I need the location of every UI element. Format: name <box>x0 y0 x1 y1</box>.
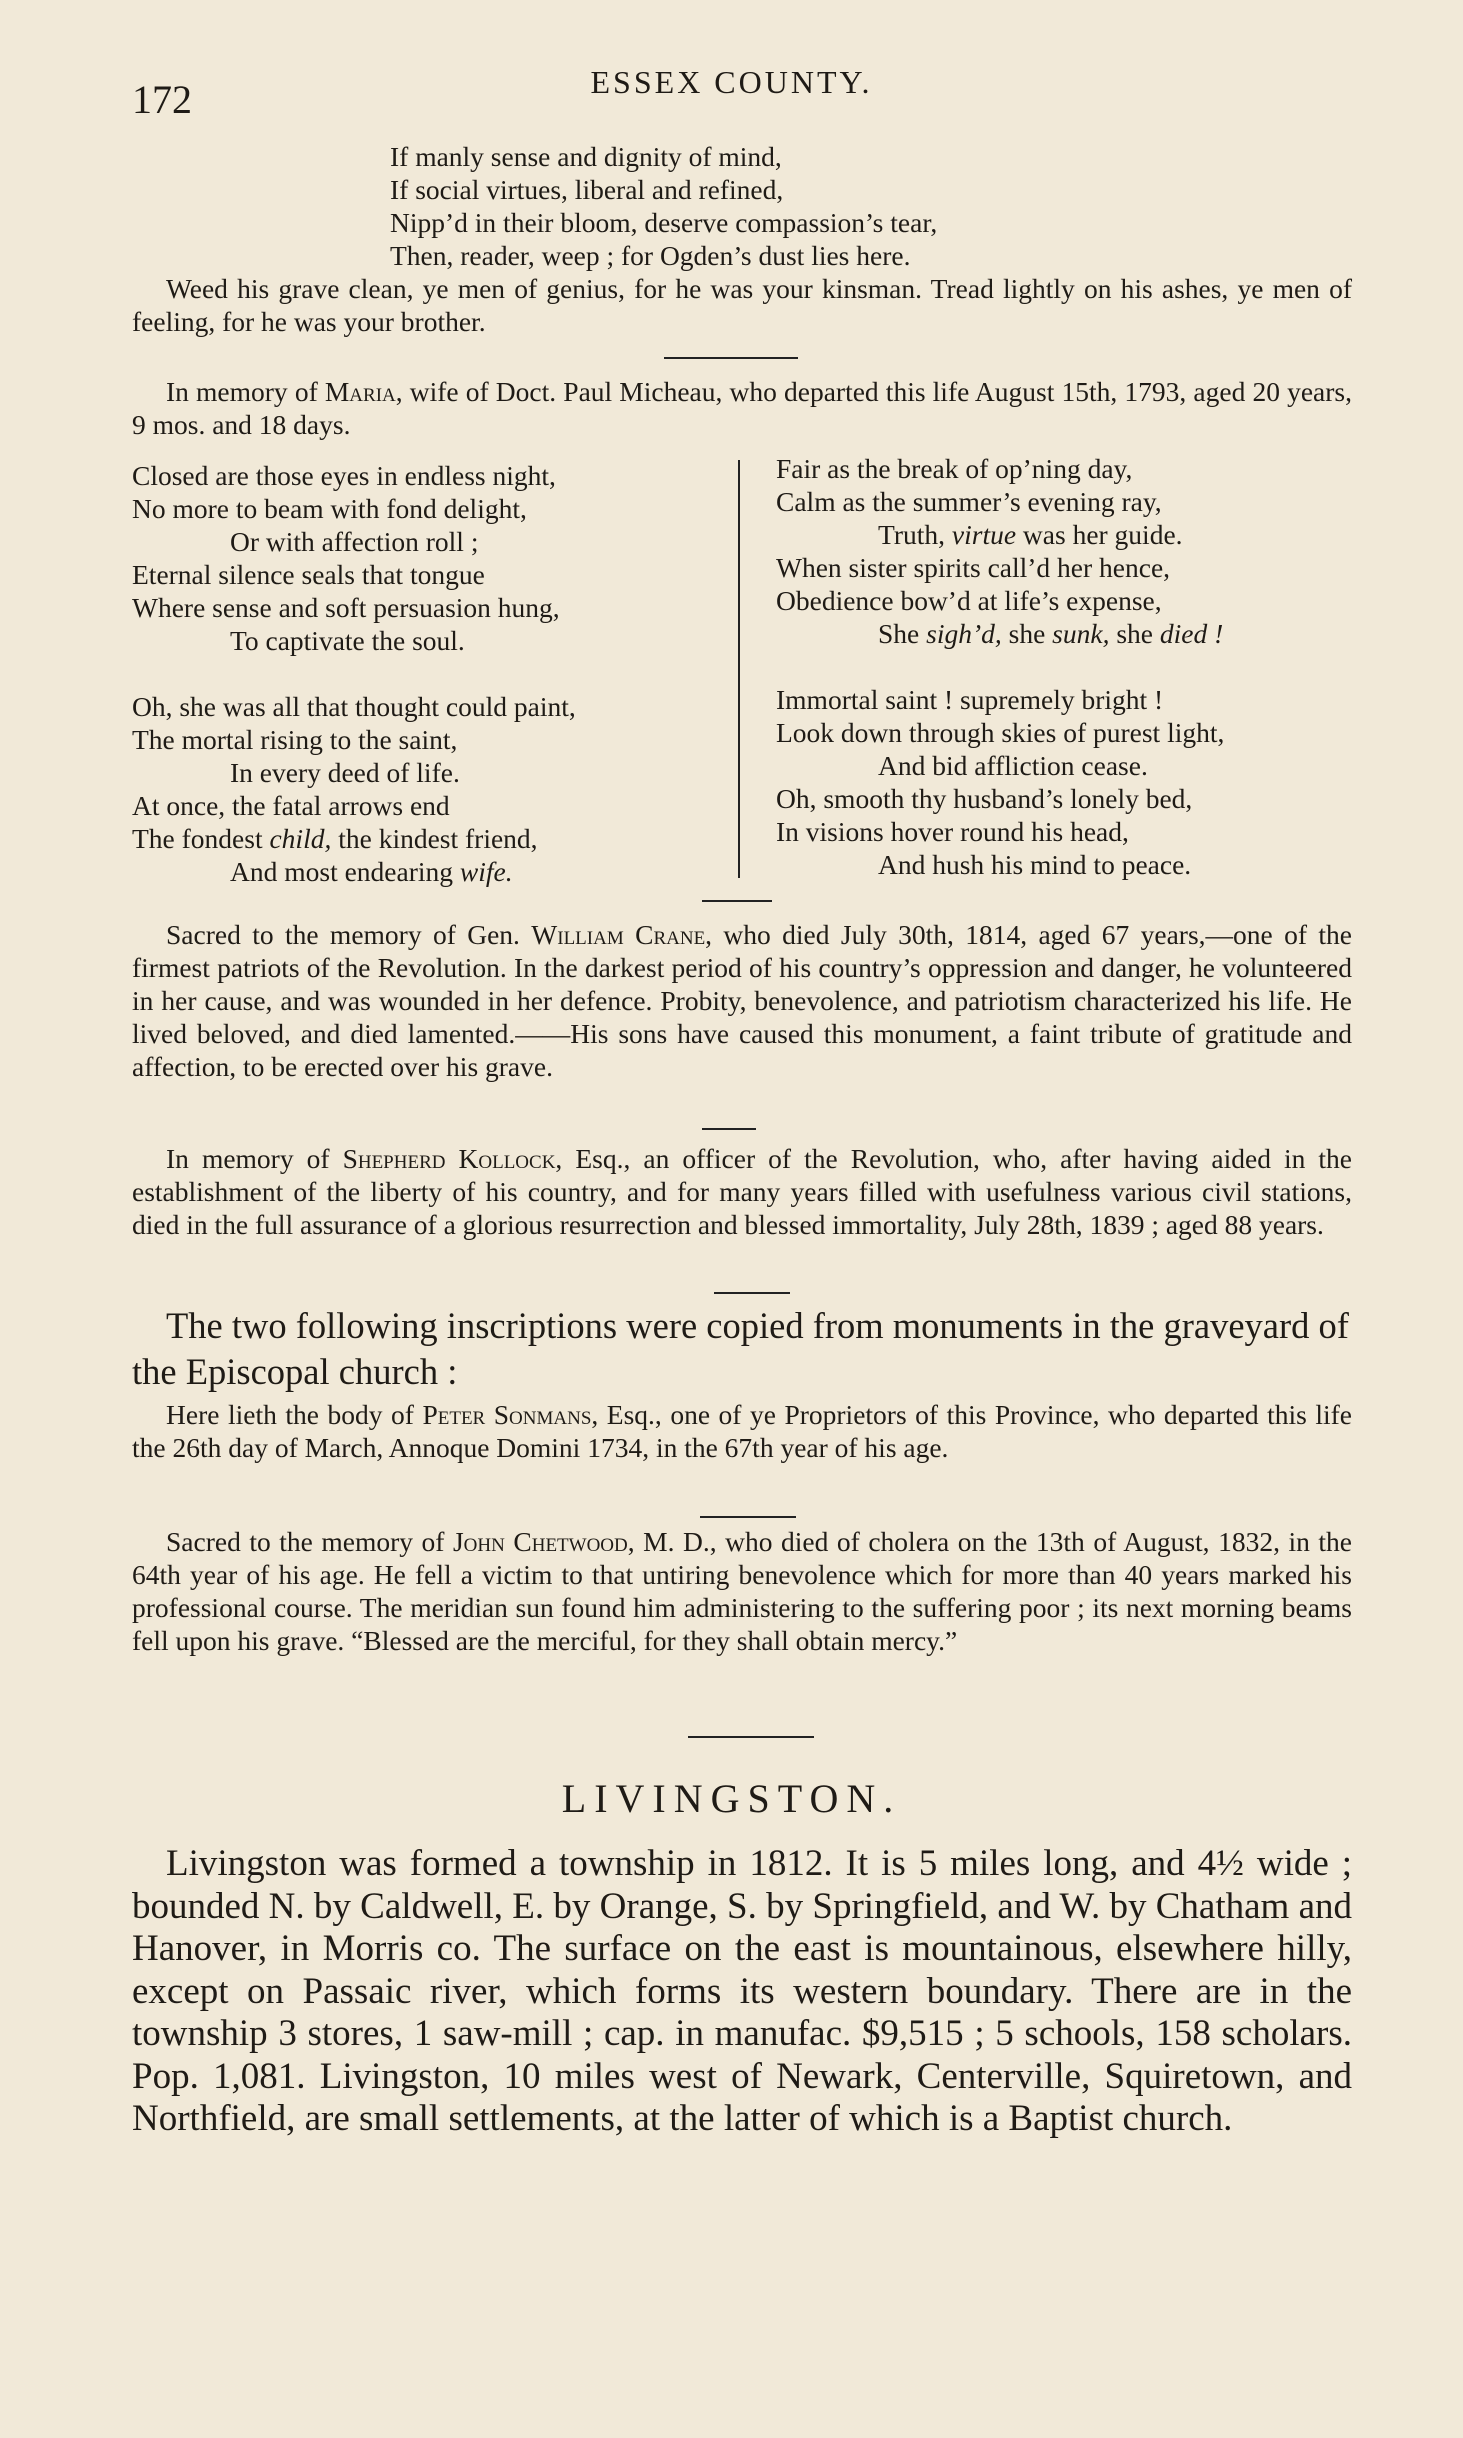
maria-poem-left-column <box>132 459 576 888</box>
divider-rule <box>702 900 772 902</box>
ogden-epitaph-prose: Weed his grave clean, ye men of genius, for he was your kinsman. Tread lightly on his ashes, ye men of feeling, for he was your brother. <box>132 273 1352 337</box>
kollock-inscription: In memory of Shepherd Kollock, Esq., an officer of the Revolution, who, after having aided in the establishment of the liberty of his country, and for many years filled with usefulness various civil stations, died in the full assurance of a glorious resurrection and blessed immortality, July 28th, 1839 ; aged 88 years. <box>132 1143 1352 1240</box>
column-divider <box>738 460 740 878</box>
maria-name: Maria <box>324 376 396 407</box>
stanza: Immortal saint ! supremely bright ! Look down through skies of purest light, And bid affliction cease. Oh, smooth thy husband’s lonely bed, In visions hover round his head, And hush his mind to peace. <box>776 684 1225 880</box>
crane-name: William Crane <box>531 919 706 950</box>
page-header <box>0 62 1463 122</box>
divider-rule <box>714 1292 790 1294</box>
sonmans-inscription: Here lieth the body of Peter Sonmans, Esq., one of ye Proprietors of this Province, who departed this life the 26th day of March, Annoque Domini 1734, in the 67th year of his age. <box>132 1399 1352 1463</box>
chetwood-name: John Chetwood <box>452 1526 628 1557</box>
ogden-epitaph-verse <box>390 140 937 272</box>
verse-line: If manly sense and dignity of mind, <box>390 141 782 172</box>
livingston-description: Livingston was formed a township in 1812. It is 5 miles long, and 4½ wide ; bounded N. by Caldwell, E. by Orange, S. by Springfield, and W. by Chatham and Hanover, in Morris co. The surface on the east is mountainous, elsewhere hilly, except on Passaic river, which forms its western boundary. There are in the township 3 stores, 1 saw-mill ; cap. in manufac. $9,515 ; 5 schools, 158 scholars. Pop. 1,081. Livingston, 10 miles west of Newark, Centerville, Squiretown, and Northfield, are small settlements, at the latter of which is a Baptist church. <box>132 1843 1352 2139</box>
maria-poem-right-column <box>776 452 1224 881</box>
stanza: Oh, she was all that thought could paint, The mortal rising to the saint, In every deed of life. At once, the fatal arrows end The fondest child, the kindest friend, And most endearing wife. <box>132 691 576 887</box>
verse-line: Then, reader, weep ; for Ogden’s dust lies here. <box>390 240 911 271</box>
section-heading-livingston: LIVINGSTON. <box>561 1776 902 1821</box>
stanza: Fair as the break of op’ning day, Calm as the summer’s evening ray, Truth, virtue was her guide. When sister spirits call’d her hence, Obedience bow’d at life’s expense, She sigh’d, she sunk, she died ! <box>776 453 1224 649</box>
kollock-name: Shepherd Kollock <box>342 1143 556 1174</box>
divider-rule <box>702 1128 756 1130</box>
crane-inscription: Sacred to the memory of Gen. William Crane, who died July 30th, 1814, aged 67 years,—one of the firmest patriots of the Revolution. In the darkest period of his country’s oppression and danger, he volunteered in her cause, and was wounded in her defence. Probity, benevolence, and patriotism characterized his life. He lived beloved, and died lamented.——His sons have caused this monument, a faint tribute of gratitude and affection, to be erected over his grave. <box>132 919 1352 1082</box>
chetwood-inscription: Sacred to the memory of John Chetwood, M. D., who died of cholera on the 13th of August, 1832, in the 64th year of his age. He fell a victim to that untiring benevolence which for more than 40 years marked his professional course. The meridian sun found him administering to the suffering poor ; its next morning beams fell upon his grave. “Blessed are the merciful, for they shall obtain mercy.” <box>132 1526 1352 1656</box>
episcopal-graveyard-intro: The two following inscriptions were copied from monuments in the graveyard of the Episcopal church : <box>132 1305 1349 1392</box>
divider-rule <box>700 1516 796 1518</box>
page-number: 172 <box>132 77 192 122</box>
sonmans-name: Peter Sonmans <box>422 1399 592 1430</box>
maria-inscription-intro: In memory of Maria, wife of Doct. Paul Micheau, who departed this life August 15th, 1793, aged 20 years, 9 mos. and 18 days. <box>132 376 1352 440</box>
verse-line: Nipp’d in their bloom, deserve compassion’s tear, <box>390 207 938 238</box>
section-divider-rule <box>688 1736 814 1738</box>
running-title: ESSEX COUNTY. <box>590 64 873 100</box>
divider-rule <box>664 357 798 359</box>
verse-line: If social virtues, liberal and refined, <box>390 174 784 205</box>
stanza: Closed are those eyes in endless night, No more to beam with fond delight, Or with affection roll ; Eternal silence seals that tongue Where sense and soft persuasion hung, To captivate the soul. <box>132 460 560 656</box>
